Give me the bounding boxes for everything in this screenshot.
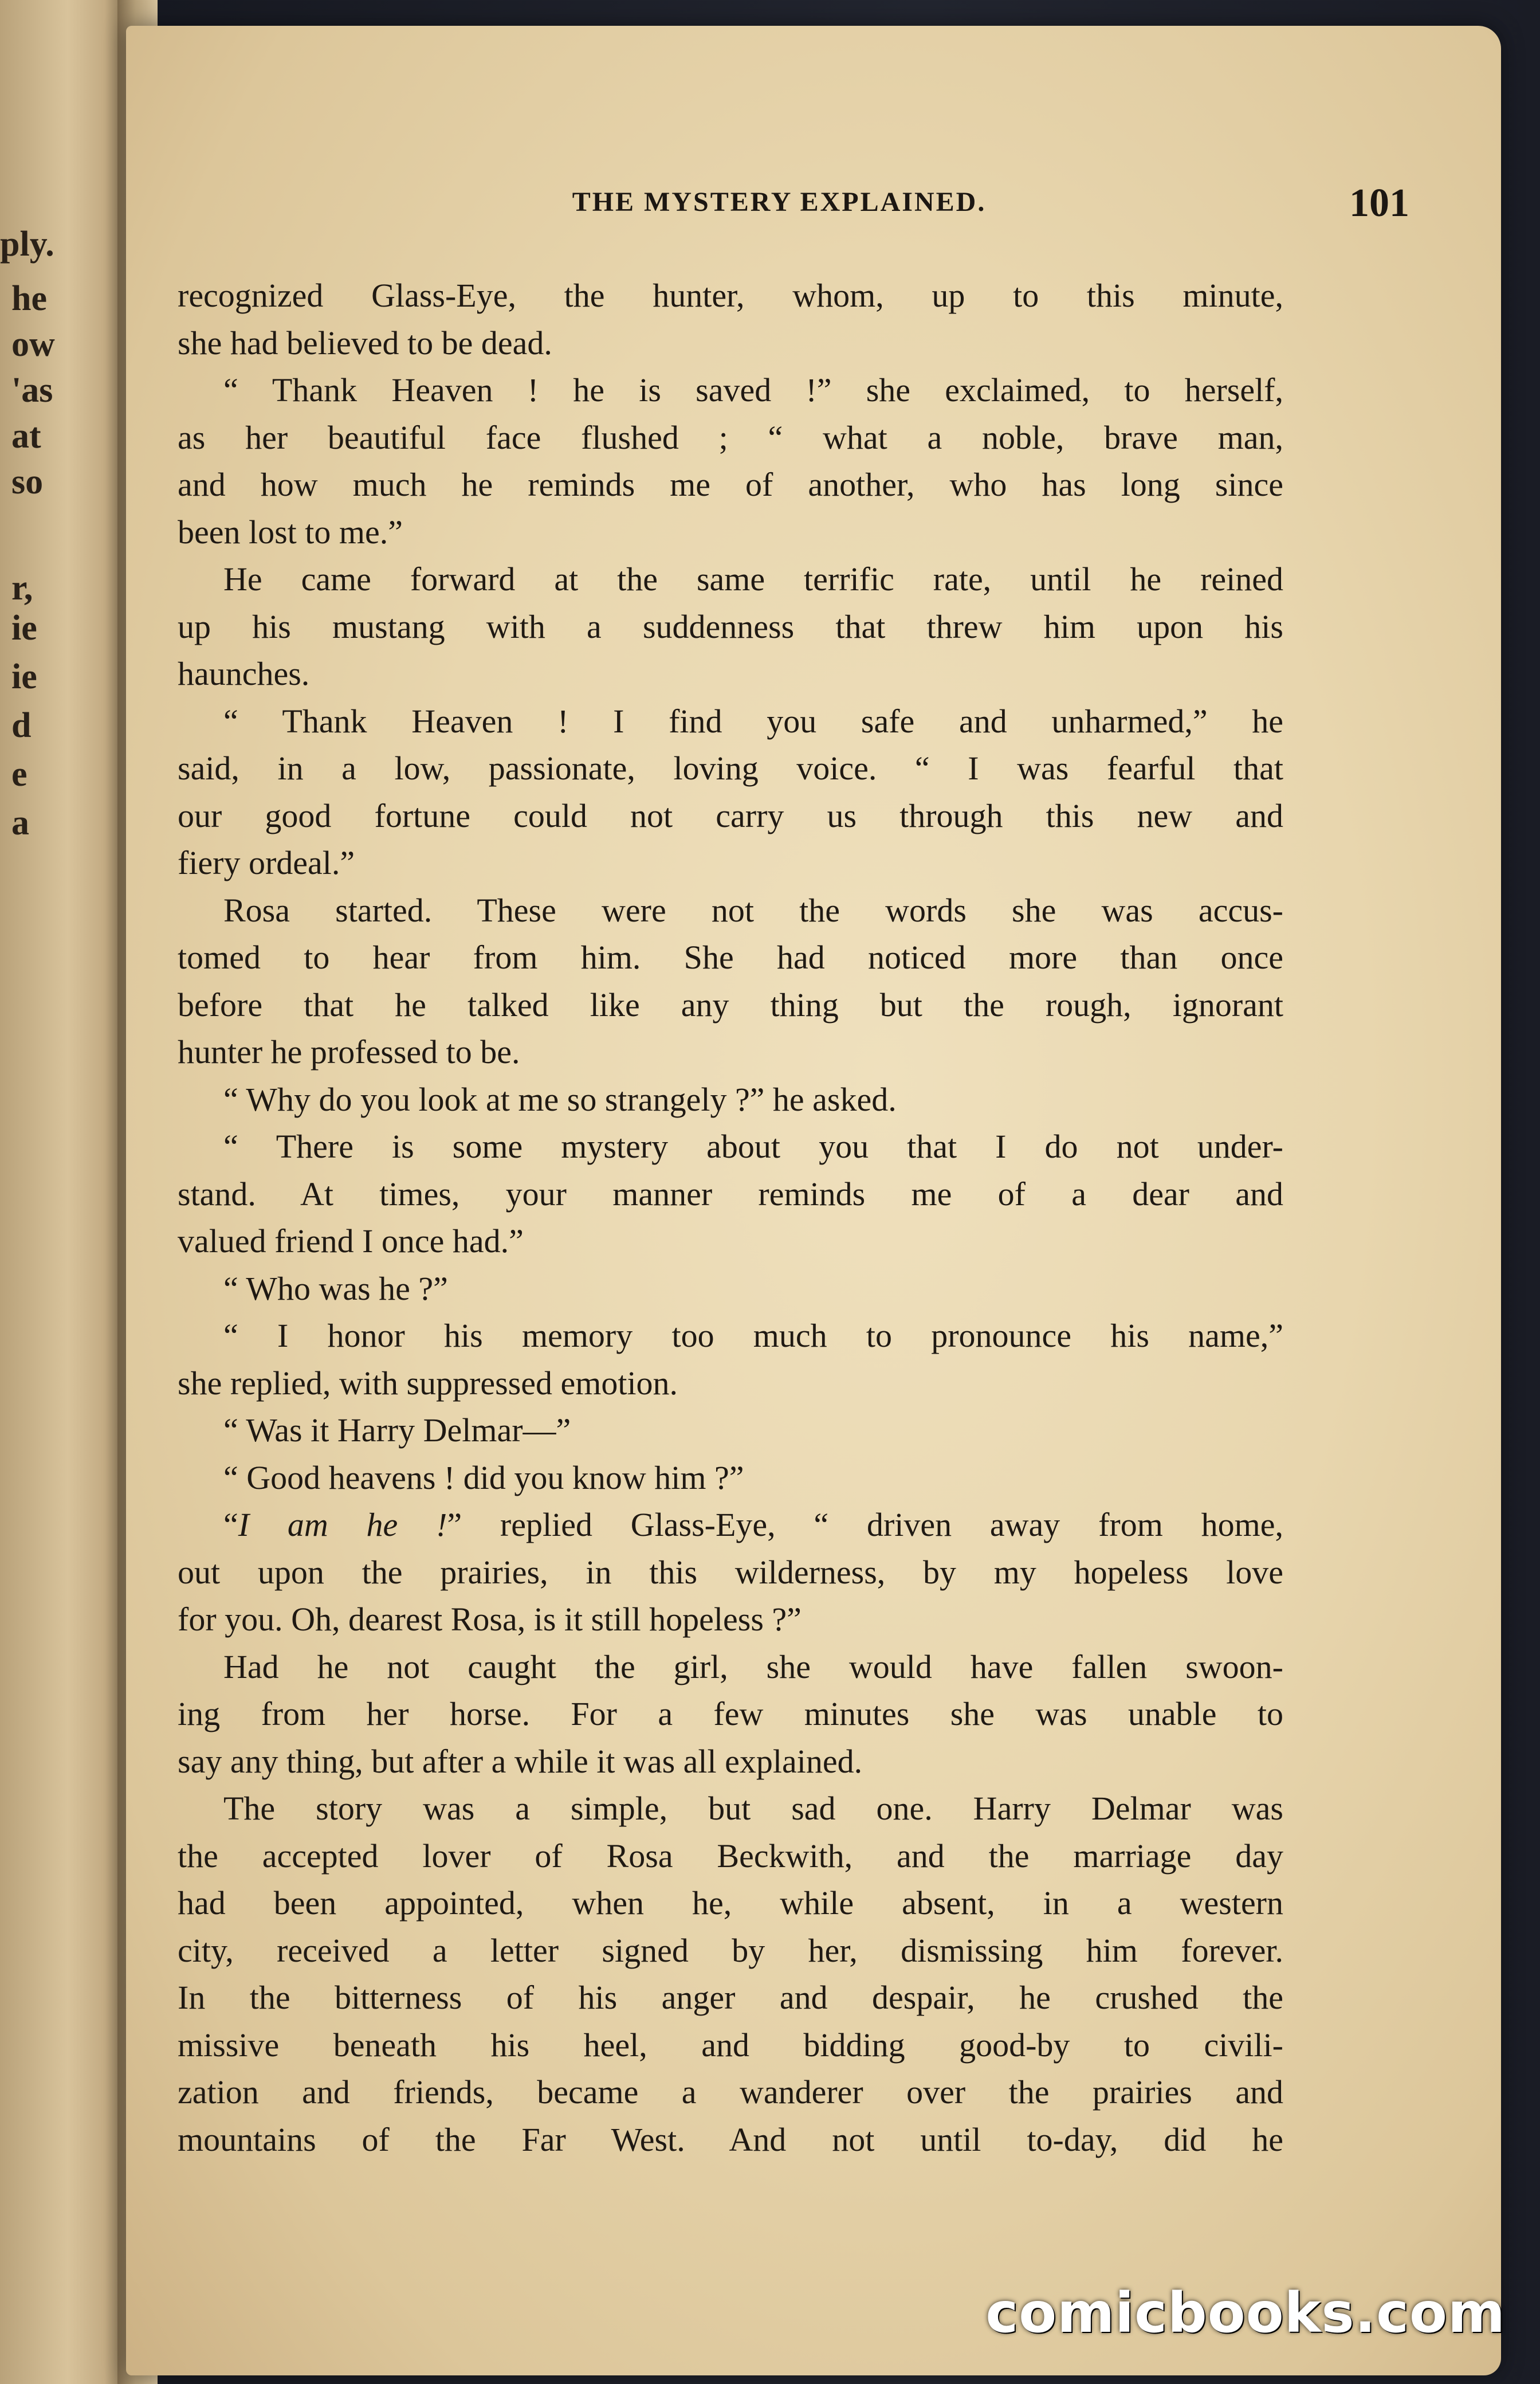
text-line: “ Thank Heaven ! he is saved !” she exclaimed, to herself, <box>223 371 1283 409</box>
previous-page-fragment: a <box>11 803 29 842</box>
text-line: out upon the prairies, in this wilderness, by my hopeless love <box>178 1553 1283 1591</box>
previous-page-fragment: d <box>11 706 32 745</box>
text-line: “ I honor his memory too much to pronounce his name,” <box>223 1317 1283 1354</box>
previous-page-fragment: so <box>11 462 44 501</box>
text-line: and how much he reminds me of another, who has long since <box>178 466 1283 503</box>
text-line: up his mustang with a suddenness that threw him upon his <box>178 607 1283 645</box>
text-line: “ Good heavens ! did you know him ?” <box>223 1458 744 1496</box>
text-line: she had believed to be dead. <box>178 324 552 362</box>
text-line: Rosa started. These were not the words she was accus- <box>223 891 1283 929</box>
text-line: In the bitterness of his anger and despair, he crushed the <box>178 1979 1283 2016</box>
text-line: city, received a letter signed by her, dismissing him forever. <box>178 1931 1283 1969</box>
text-line: hunter he professed to be. <box>178 1033 520 1071</box>
text-line: “ Thank Heaven ! I find you safe and unharmed,” he <box>223 702 1283 740</box>
text-line: “ There is some mystery about you that I do not under- <box>223 1128 1283 1165</box>
previous-page-fragment: at <box>11 417 41 456</box>
text-line: Had he not caught the girl, she would have fallen swoon- <box>223 1648 1283 1685</box>
text-line: the accepted lover of Rosa Beckwith, and the marriage day <box>178 1837 1283 1875</box>
text-line: been lost to me.” <box>178 513 403 551</box>
previous-page-fragment: r, <box>11 568 33 607</box>
page-header <box>126 181 1501 232</box>
text-line: “ Who was he ?” <box>223 1269 448 1307</box>
text-line: said, in a low, passionate, loving voice. “ I was fearful that <box>178 750 1283 787</box>
text-line-open-quote: “ <box>223 1506 238 1543</box>
text-line: as her beautiful face flushed ; “ what a noble, brave man, <box>178 418 1283 456</box>
text-line: “ Why do you look at me so strangely ?” he asked. <box>223 1080 897 1118</box>
text-line: mountains of the Far West. And not until to-day, did he <box>178 2120 1283 2158</box>
text-line: she replied, with suppressed emotion. <box>178 1364 678 1402</box>
text-line: stand. At times, your manner reminds me of a dear and <box>178 1175 1283 1213</box>
body-text <box>178 272 1283 2163</box>
previous-page-fragment: 'as <box>11 371 53 410</box>
text-line: “ Was it Harry Delmar—” <box>223 1411 571 1449</box>
text-line: before that he talked like any thing but the rough, ignorant <box>178 986 1283 1024</box>
text-line-rest: ” replied Glass-Eye, “ driven away from home, <box>447 1506 1283 1543</box>
text-line: ing from her horse. For a few minutes she was unable to <box>178 1695 1283 1732</box>
text-line: our good fortune could not carry us through this new and <box>178 797 1283 834</box>
text-line: fiery ordeal.” <box>178 844 355 881</box>
text-line: missive beneath his heel, and bidding good-by to civili- <box>178 2026 1283 2064</box>
text-line: valued friend I once had.” <box>178 1222 524 1260</box>
text-line: haunches. <box>178 655 310 692</box>
book-page <box>126 26 1501 2375</box>
previous-page-fragment: ie <box>11 657 37 696</box>
previous-page-fragment: ply. <box>0 225 54 264</box>
text-line: recognized Glass-Eye, the hunter, whom, up to this minute, <box>178 277 1283 314</box>
text-line-italic: I am he ! <box>238 1506 447 1543</box>
text-line: The story was a simple, but sad one. Harry Delmar was <box>223 1790 1283 1827</box>
text-line: zation and friends, became a wanderer over the prairies and <box>178 2073 1283 2111</box>
text-line: had been appointed, when he, while absent, in a western <box>178 1884 1283 1922</box>
previous-page-edge <box>0 0 123 2384</box>
page-number: 101 <box>1349 181 1409 225</box>
previous-page-fragment: ie <box>11 609 37 648</box>
text-line: He came forward at the same terrific rate, until he reined <box>223 560 1283 598</box>
text-line: tomed to hear from him. She had noticed more than once <box>178 939 1283 976</box>
previous-page-fragment: he <box>11 279 47 318</box>
watermark: comicbooks.com <box>985 2281 1506 2345</box>
previous-page-fragment: e <box>11 755 28 794</box>
text-line: for you. Oh, dearest Rosa, is it still hopeless ?” <box>178 1601 802 1638</box>
running-title: THE MYSTERY EXPLAINED. <box>572 187 987 217</box>
previous-page-fragment: ow <box>11 325 55 364</box>
text-line <box>178 1501 1283 1549</box>
text-line: say any thing, but after a while it was all explained. <box>178 1742 863 1780</box>
